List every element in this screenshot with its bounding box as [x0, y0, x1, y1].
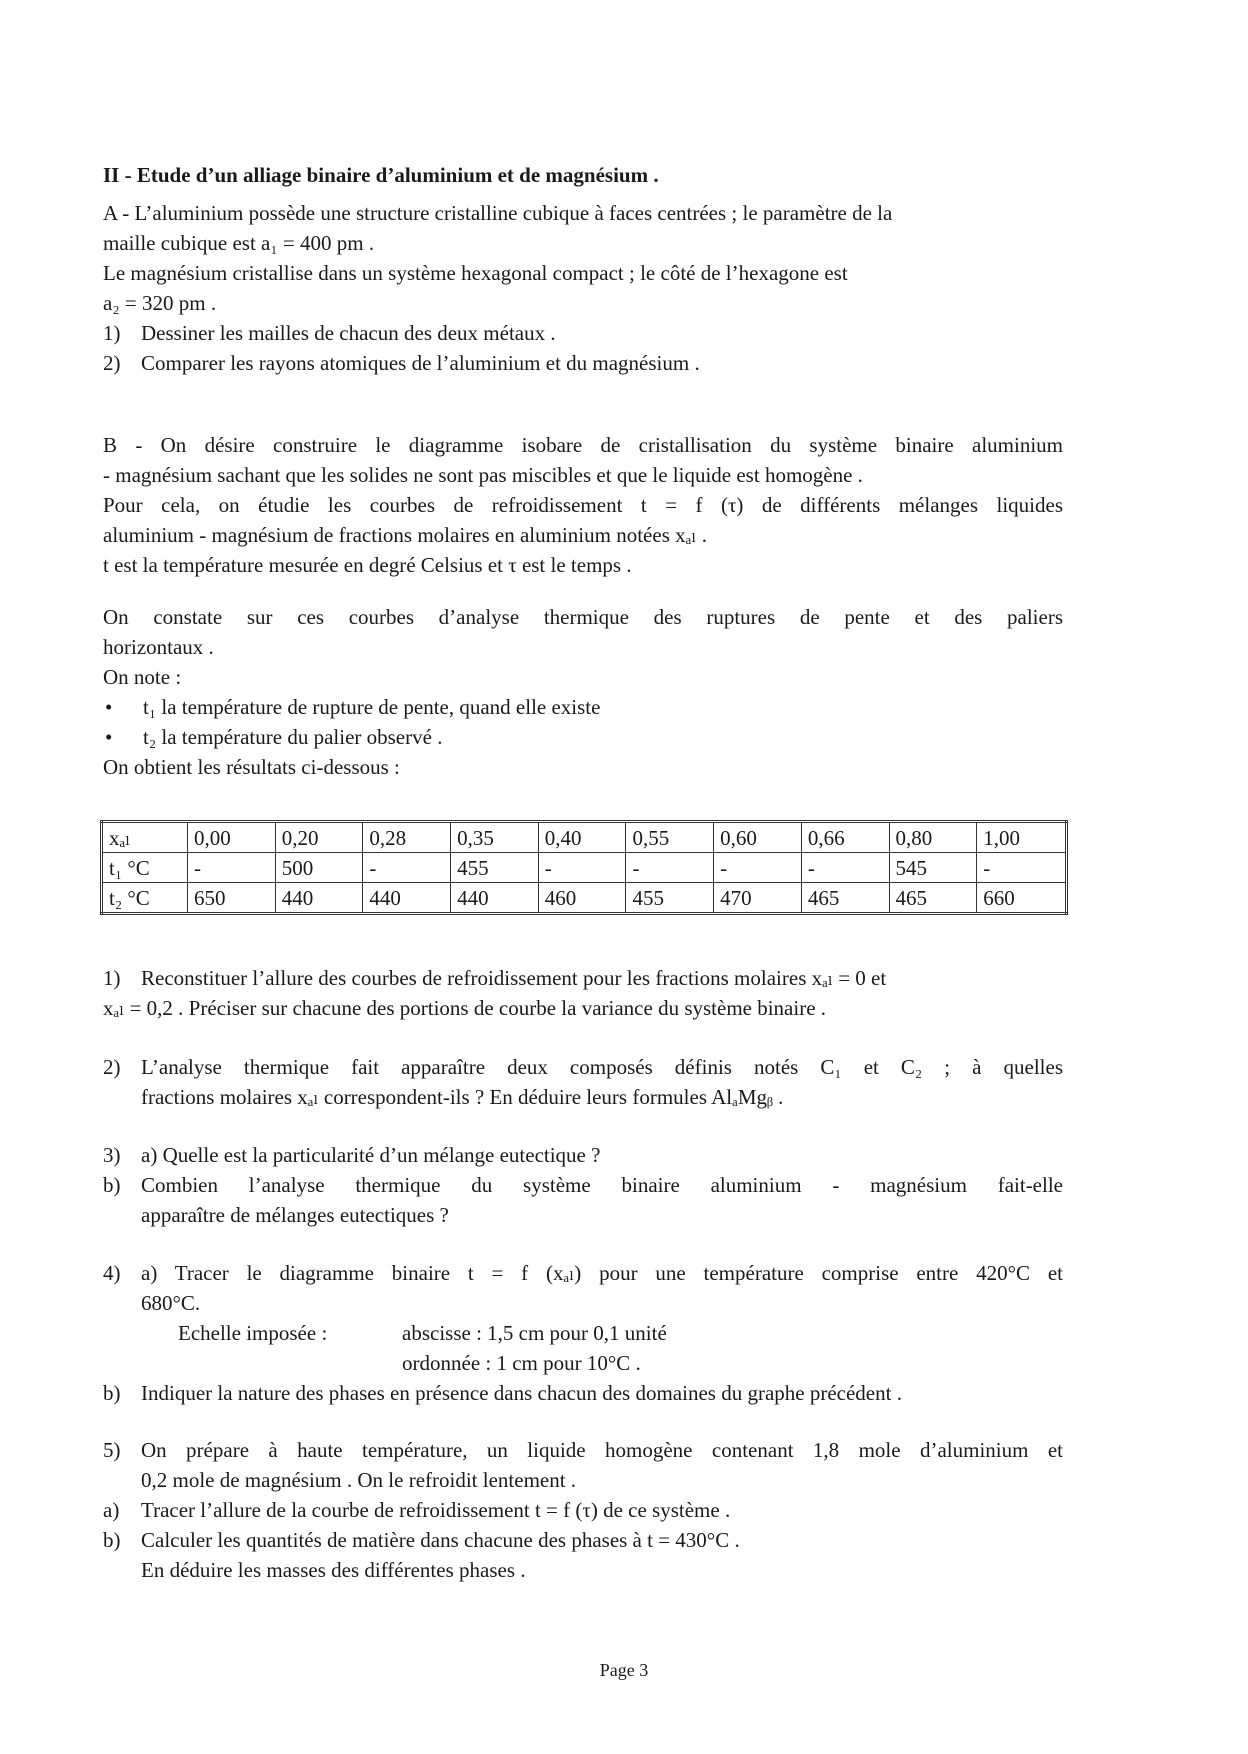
- question-text: Reconstituer l’allure des courbes de refroidissement pour les fractions molaires xₐₗ = 0 et: [141, 966, 887, 990]
- question-row: [103, 1258, 1063, 1288]
- question-number: a): [103, 1498, 120, 1522]
- row-header: t₂ °C: [102, 883, 188, 914]
- question-text: apparaître de mélanges eutectiques ?: [141, 1203, 449, 1227]
- question-number: 2): [103, 351, 121, 375]
- question-text: a) Tracer le diagramme binaire t = f (xₐₗ) pour une température comprise entre 420°C et: [141, 1261, 1063, 1285]
- observation-line: horizontaux .: [103, 635, 214, 659]
- question-text: Dessiner les mailles de chacun des deux métaux .: [141, 321, 556, 345]
- table-row: [102, 883, 1067, 914]
- table-cell: -: [538, 853, 626, 883]
- observation-line: On note :: [103, 665, 182, 689]
- part-a-line: a₂ = 320 pm .: [103, 291, 217, 315]
- question-text: Comparer les rayons atomiques de l’aluminium et du magnésium .: [141, 351, 700, 375]
- question-text: On prépare à haute température, un liquide homogène contenant 1,8 mole d’aluminium et: [141, 1438, 1063, 1462]
- question-row: [103, 1495, 1063, 1525]
- table-cell: -: [188, 853, 276, 883]
- question-3: [103, 1140, 1063, 1230]
- table-cell: -: [801, 853, 889, 883]
- question-4: [103, 1258, 1063, 1408]
- table-cell: 470: [714, 883, 802, 914]
- table-cell: 465: [889, 883, 977, 914]
- question-text: En déduire les masses des différentes phases .: [141, 1558, 526, 1582]
- table-cell: 660: [977, 883, 1067, 914]
- bullet-icon: •: [105, 695, 113, 719]
- part-b-line: Pour cela, on étudie les courbes de refroidissement t = f (τ) de différents mélanges liquides: [103, 493, 1063, 517]
- question-number: 3): [103, 1143, 121, 1167]
- table-cell: -: [626, 853, 714, 883]
- question-row: [103, 963, 1063, 993]
- table-cell: 0,66: [801, 822, 889, 853]
- table-row: [102, 853, 1067, 883]
- table-cell: 0,00: [188, 822, 276, 853]
- question-row: [103, 1435, 1063, 1465]
- table-row: [102, 822, 1067, 853]
- part-b-line: t est la température mesurée en degré Celsius et τ est le temps .: [103, 553, 632, 577]
- bullet-item: [103, 722, 1063, 752]
- question-number: 4): [103, 1261, 121, 1285]
- question-number: 2): [103, 1055, 121, 1079]
- part-a: [103, 198, 1063, 378]
- question-number: 5): [103, 1438, 121, 1462]
- question-5: [103, 1435, 1063, 1585]
- table-cell: 1,00: [977, 822, 1067, 853]
- table-cell: 460: [538, 883, 626, 914]
- page-number: Page 3: [599, 1660, 649, 1680]
- table-cell: 0,60: [714, 822, 802, 853]
- table-cell: 545: [889, 853, 977, 883]
- question-text: Indiquer la nature des phases en présence dans chacun des domaines du graphe précédent .: [141, 1381, 902, 1405]
- question-text: fractions molaires xₐₗ correspondent-ils ? En déduire leurs formules AlₐMgᵦ .: [141, 1085, 784, 1109]
- question-row: [103, 1140, 1063, 1170]
- part-b-line: aluminium - magnésium de fractions molaires en aluminium notées xₐₗ .: [103, 523, 707, 547]
- table-cell: 465: [801, 883, 889, 914]
- table-cell: 0,40: [538, 822, 626, 853]
- observation-line: On constate sur ces courbes d’analyse thermique des ruptures de pente et des paliers: [103, 605, 1063, 629]
- table-cell: 0,35: [451, 822, 539, 853]
- question-text: xₐₗ = 0,2 . Préciser sur chacune des portions de courbe la variance du système binaire .: [103, 996, 827, 1020]
- question-row: [103, 1170, 1063, 1200]
- question-number: b): [103, 1173, 121, 1197]
- table-cell: 440: [275, 883, 363, 914]
- question-text: Calculer les quantités de matière dans chacune des phases à t = 430°C .: [141, 1528, 740, 1552]
- section-title: II - Etude d’un alliage binaire d’aluminium et de magnésium .: [103, 163, 659, 187]
- row-header: xₐₗ: [102, 822, 188, 853]
- observations: [103, 602, 1063, 782]
- row-header: t₁ °C: [102, 853, 188, 883]
- table-cell: 650: [188, 883, 276, 914]
- table-cell: 455: [451, 853, 539, 883]
- part-a-line: A - L’aluminium possède une structure cristalline cubique à faces centrées ; le paramètre de la: [103, 201, 893, 225]
- part-b: [103, 430, 1063, 580]
- table-cell: 0,20: [275, 822, 363, 853]
- question-row: [103, 1378, 1063, 1408]
- table-cell: 500: [275, 853, 363, 883]
- part-a-line: Le magnésium cristallise dans un système hexagonal compact ; le côté de l’hexagone est: [103, 261, 848, 285]
- question-number: b): [103, 1381, 121, 1405]
- results-table: [100, 820, 1068, 915]
- question-number: 1): [103, 966, 121, 990]
- bullet-item: [103, 692, 1063, 722]
- question-text: Tracer l’allure de la courbe de refroidissement t = f (τ) de ce système .: [141, 1498, 731, 1522]
- question-text: L’analyse thermique fait apparaître deux composés définis notés C₁ et C₂ ; à quelles: [141, 1055, 1063, 1079]
- question-text: Combien l’analyse thermique du système binaire aluminium - magnésium fait-elle: [141, 1173, 1063, 1197]
- table-cell: 440: [363, 883, 451, 914]
- question-text: 0,2 mole de magnésium . On le refroidit lentement .: [141, 1468, 577, 1492]
- table-cell: 0,55: [626, 822, 714, 853]
- question-a1: [103, 318, 1063, 348]
- question-2: [103, 1052, 1063, 1112]
- question-number: b): [103, 1528, 121, 1552]
- bullet-text: t₁ la température de rupture de pente, quand elle existe: [143, 695, 601, 719]
- table-cell: -: [714, 853, 802, 883]
- results-intro: On obtient les résultats ci-dessous :: [103, 755, 400, 779]
- bullet-text: t₂ la température du palier observé .: [143, 725, 443, 749]
- scale-row: [103, 1318, 1063, 1348]
- table-cell: 440: [451, 883, 539, 914]
- scale-abscissa: abscisse : 1,5 cm pour 0,1 unité: [402, 1321, 667, 1345]
- scale-label: Echelle imposée :: [178, 1321, 328, 1345]
- question-1: [103, 963, 1063, 1023]
- table-cell: 0,80: [889, 822, 977, 853]
- table-cell: 0,28: [363, 822, 451, 853]
- question-row: [103, 1525, 1063, 1555]
- table-cell: -: [977, 853, 1067, 883]
- part-b-line: B - On désire construire le diagramme isobare de cristallisation du système binaire aluminium: [103, 433, 1063, 457]
- question-row: [103, 1052, 1063, 1082]
- question-a2: [103, 348, 1063, 378]
- table-cell: 455: [626, 883, 714, 914]
- part-a-line: maille cubique est a₁ = 400 pm .: [103, 231, 375, 255]
- part-b-line: - magnésium sachant que les solides ne sont pas miscibles et que le liquide est homogène .: [103, 463, 863, 487]
- scale-ordinate: ordonnée : 1 cm pour 10°C .: [402, 1351, 641, 1375]
- question-text: a) Quelle est la particularité d’un mélange eutectique ?: [141, 1143, 601, 1167]
- table-cell: -: [363, 853, 451, 883]
- bullet-icon: •: [105, 725, 113, 749]
- question-number: 1): [103, 321, 121, 345]
- question-text: 680°C.: [141, 1291, 201, 1315]
